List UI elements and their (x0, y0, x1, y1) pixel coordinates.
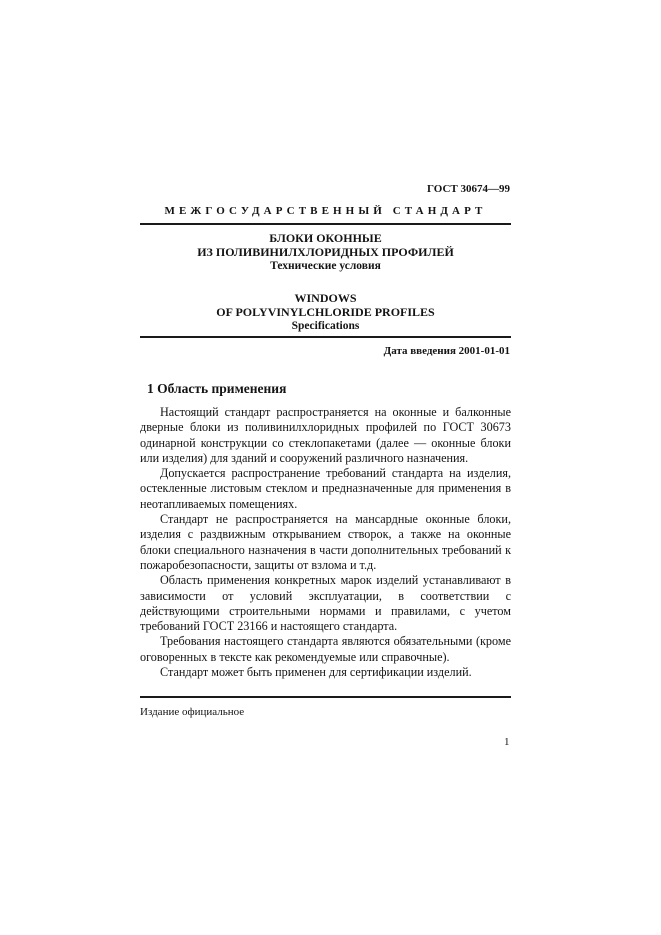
section-heading: 1 Область применения (147, 381, 287, 396)
title-ru-line2: ИЗ ПОЛИВИНИЛХЛОРИДНЫХ ПРОФИЛЕЙ (197, 245, 454, 259)
paragraph: Требования настоящего стандарта являются обязательными (кроме оговоренных в тексте как рекомендуемые или справочные). (140, 634, 511, 664)
standard-code: ГОСТ 30674—99 (427, 183, 510, 195)
paragraph: Стандарт может быть применен для сертификации изделий. (160, 665, 472, 680)
title-en-line2: OF POLYVINYLCHLORIDE PROFILES (216, 305, 435, 319)
title-divider (140, 336, 511, 338)
footer-divider (140, 696, 511, 698)
paragraph: Область применения конкретных марок изделий устанавливают в зависимости от условий эксплуатации, в соответствии с действующими строительными нормами и правилами, с учетом требований ГОСТ 23166 и настоящего стандарта. (140, 573, 511, 634)
paragraph: Стандарт не распространяется на мансардные оконные блоки, изделия с раздвижным открыванием створок, а также на оконные блоки специального назначения в части дополнительных требований к пожаробезопасности, защиты от взлома и т.д. (140, 512, 511, 572)
title-ru-subtitle: Технические условия (270, 260, 381, 272)
title-ru-line1: БЛОКИ ОКОННЫЕ (269, 231, 382, 245)
header-divider (140, 223, 511, 225)
paragraph: Допускается распространение требований стандарта на изделия, остекленные листовым стеклом и предназначенные для применения в неотапливаемых помещениях. (140, 466, 511, 511)
edition-note: Издание официальное (140, 706, 245, 718)
section-body (140, 405, 511, 680)
interstate-standard-label: МЕЖГОСУДАРСТВЕННЫЙ СТАНДАРТ (164, 205, 487, 217)
paragraph: Настоящий стандарт распространяется на оконные и балконные дверные блоки из поливинилхлоридных профилей по ГОСТ 30673 одинарной конструкции со стеклопакетами (далее — оконные блоки или изделия) для зданий и сооружений различного назначения. (140, 405, 511, 465)
title-en-subtitle: Specifications (291, 320, 360, 332)
title-en-line1: WINDOWS (294, 291, 357, 305)
page-number: 1 (504, 736, 510, 748)
effective-date: Дата введения 2001-01-01 (383, 345, 510, 357)
title-russian (140, 231, 511, 273)
title-english (140, 291, 511, 333)
